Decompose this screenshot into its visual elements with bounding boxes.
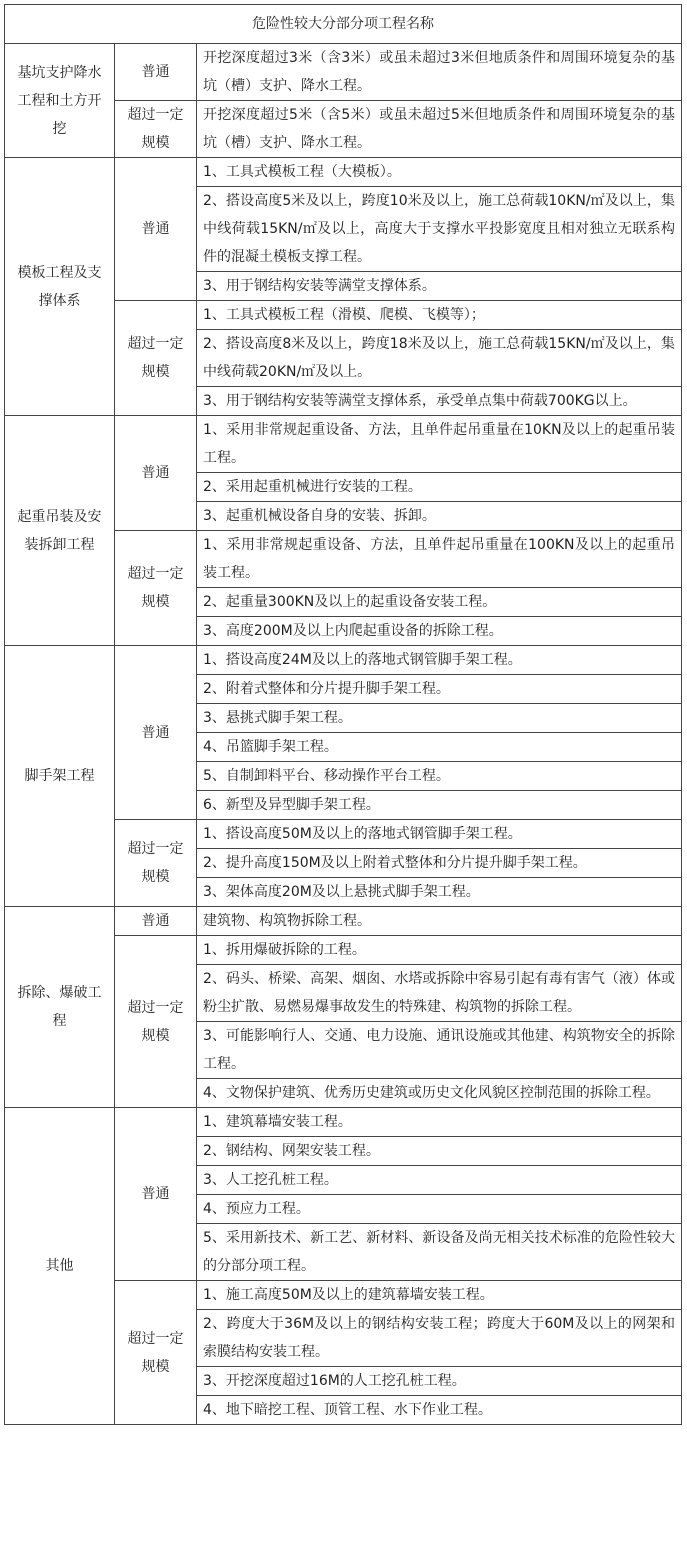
level-cell: 超过一定规模	[115, 101, 197, 158]
category-cell: 其他	[5, 1108, 115, 1425]
item-cell: 3、用于钢结构安装等满堂支撑体系，承受单点集中荷载700KG以上。	[197, 387, 682, 416]
item-cell: 4、文物保护建筑、优秀历史建筑或历史文化风貌区控制范围的拆除工程。	[197, 1079, 682, 1108]
item-cell: 2、码头、桥梁、高架、烟囱、水塔或拆除中容易引起有毒有害气（液）体或粉尘扩散、易燃易爆事故发生的特殊建、构筑物的拆除工程。	[197, 965, 682, 1022]
item-cell: 1、搭设高度50M及以上的落地式钢管脚手架工程。	[197, 820, 682, 849]
level-cell: 超过一定规模	[115, 531, 197, 646]
level-cell: 普通	[115, 158, 197, 301]
item-cell: 1、采用非常规起重设备、方法，且单件起吊重量在10KN及以上的起重吊装工程。	[197, 416, 682, 473]
item-cell: 3、可能影响行人、交通、电力设施、通讯设施或其他建、构筑物安全的拆除工程。	[197, 1022, 682, 1079]
item-cell: 1、施工高度50M及以上的建筑幕墙安装工程。	[197, 1281, 682, 1310]
category-cell: 脚手架工程	[5, 646, 115, 907]
level-cell: 普通	[115, 416, 197, 531]
item-cell: 2、提升高度150M及以上附着式整体和分片提升脚手架工程。	[197, 849, 682, 878]
title-row	[5, 5, 682, 44]
item-cell: 6、新型及异型脚手架工程。	[197, 791, 682, 820]
item-cell: 4、地下暗挖工程、顶管工程、水下作业工程。	[197, 1396, 682, 1425]
item-cell: 2、搭设高度5米及以上，跨度10米及以上，施工总荷载10KN/㎡及以上，集中线荷载15KN/㎡及以上，高度大于支撑水平投影宽度且相对独立无联系构件的混凝土模板支撑工程。	[197, 187, 682, 272]
item-cell: 4、吊篮脚手架工程。	[197, 733, 682, 762]
item-cell: 1、建筑幕墙安装工程。	[197, 1108, 682, 1137]
item-cell: 5、采用新技术、新工艺、新材料、新设备及尚无相关技术标准的危险性较大的分部分项工程。	[197, 1224, 682, 1281]
item-cell: 1、拆用爆破拆除的工程。	[197, 936, 682, 965]
category-cell: 起重吊装及安装拆卸工程	[5, 416, 115, 646]
table-row	[5, 416, 682, 473]
hazard-table	[4, 4, 682, 1425]
table-row	[5, 44, 682, 101]
item-cell: 开挖深度超过5米（含5米）或虽未超过5米但地质条件和周围环境复杂的基坑（槽）支护、降水工程。	[197, 101, 682, 158]
item-cell: 2、钢结构、网架安装工程。	[197, 1137, 682, 1166]
level-cell: 超过一定规模	[115, 1281, 197, 1425]
level-cell: 普通	[115, 1108, 197, 1281]
table-row	[5, 1108, 682, 1137]
item-cell: 3、人工挖孔桩工程。	[197, 1166, 682, 1195]
item-cell: 2、起重量300KN及以上的起重设备安装工程。	[197, 588, 682, 617]
item-cell: 2、搭设高度8米及以上，跨度18米及以上，施工总荷载15KN/㎡及以上，集中线荷载20KN/㎡及以上。	[197, 330, 682, 387]
category-cell: 基坑支护降水工程和土方开挖	[5, 44, 115, 158]
level-cell: 普通	[115, 44, 197, 101]
table-row	[5, 158, 682, 187]
level-cell: 普通	[115, 646, 197, 820]
category-cell: 模板工程及支撑体系	[5, 158, 115, 416]
table-title: 危险性较大分部分项工程名称	[5, 5, 682, 44]
item-cell: 3、开挖深度超过16M的人工挖孔桩工程。	[197, 1367, 682, 1396]
item-cell: 1、工具式模板工程（大模板）。	[197, 158, 682, 187]
level-cell: 超过一定规模	[115, 936, 197, 1108]
item-cell: 4、预应力工程。	[197, 1195, 682, 1224]
item-cell: 1、工具式模板工程（滑模、爬模、飞模等）；	[197, 301, 682, 330]
level-cell: 超过一定规模	[115, 301, 197, 416]
item-cell: 2、附着式整体和分片提升脚手架工程。	[197, 675, 682, 704]
item-cell: 3、架体高度20M及以上悬挑式脚手架工程。	[197, 878, 682, 907]
item-cell: 建筑物、构筑物拆除工程。	[197, 907, 682, 936]
item-cell: 2、跨度大于36M及以上的钢结构安装工程；跨度大于60M及以上的网架和索膜结构安装工程。	[197, 1310, 682, 1367]
table-row	[5, 646, 682, 675]
category-cell: 拆除、爆破工程	[5, 907, 115, 1108]
item-cell: 3、悬挑式脚手架工程。	[197, 704, 682, 733]
item-cell: 3、起重机械设备自身的安装、拆卸。	[197, 502, 682, 531]
level-cell: 超过一定规模	[115, 820, 197, 907]
item-cell: 3、用于钢结构安装等满堂支撑体系。	[197, 272, 682, 301]
item-cell: 1、采用非常规起重设备、方法，且单件起吊重量在100KN及以上的起重吊装工程。	[197, 531, 682, 588]
hazard-table-body	[5, 5, 682, 1425]
item-cell: 3、高度200M及以上内爬起重设备的拆除工程。	[197, 617, 682, 646]
item-cell: 开挖深度超过3米（含3米）或虽未超过3米但地质条件和周围环境复杂的基坑（槽）支护、降水工程。	[197, 44, 682, 101]
table-row	[5, 907, 682, 936]
item-cell: 5、自制卸料平台、移动操作平台工程。	[197, 762, 682, 791]
level-cell: 普通	[115, 907, 197, 936]
item-cell: 2、采用起重机械进行安装的工程。	[197, 473, 682, 502]
item-cell: 1、搭设高度24M及以上的落地式钢管脚手架工程。	[197, 646, 682, 675]
